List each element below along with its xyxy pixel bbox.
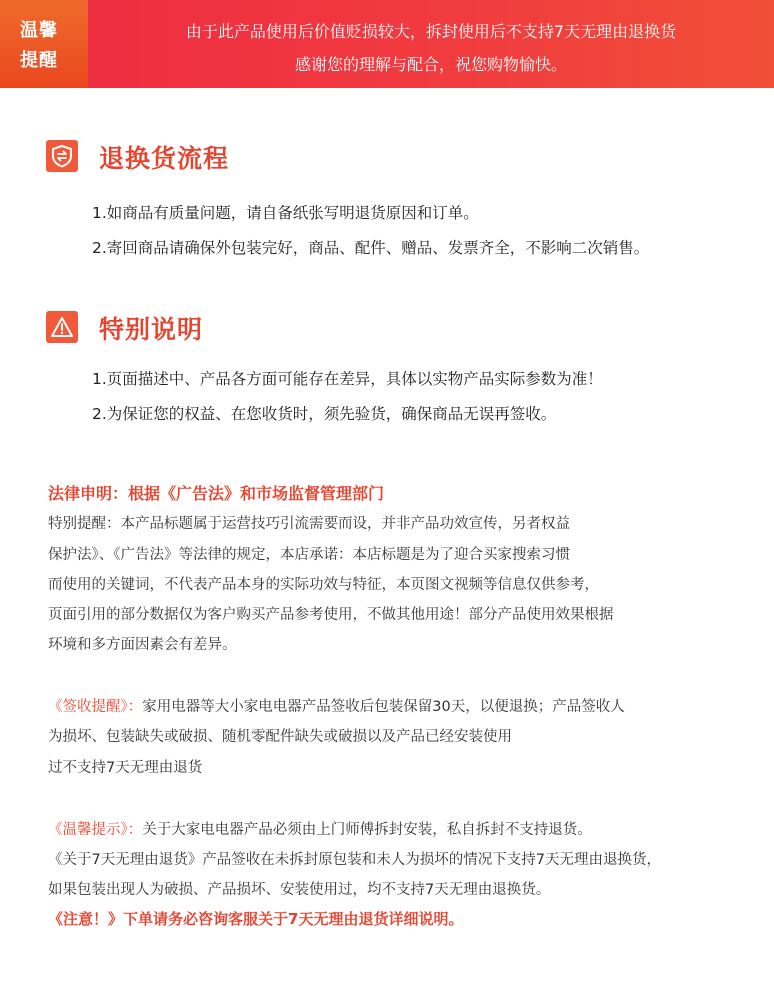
return-item-2: 2.寄回商品请确保外包装完好，商品、配件、赠品、发票齐全，不影响二次销售。 xyxy=(92,239,650,257)
warning-triangle-icon xyxy=(46,311,78,343)
warm-tip-label: 《温馨提示》： xyxy=(48,822,143,838)
legal-heading: 法律申明：根据《广告法》和市场监督管理部门 xyxy=(48,484,385,503)
legal-line-5: 环境和多方面因素会有差异。 xyxy=(48,637,237,653)
legal-line-2: 保护法》、《广告法》等法律的规定，本店承诺：本店标题是为了迎合买家搜索习惯 xyxy=(48,547,570,563)
legal-line-4: 页面引用的部分数据仅为客户购买产品参考使用，不做其他用途！部分产品使用效果根据 xyxy=(48,607,614,623)
badge-line-1: 温馨 xyxy=(20,20,58,41)
sign-notice-label: 《签收提醒》： xyxy=(48,699,143,715)
sign-notice-text-1: 家用电器等大小家电电器产品签收后包装保留30天，以便退换；产品签收人 xyxy=(142,699,625,715)
special-item-2: 2.为保证您的权益、在您收货时，须先验货，确保商品无误再签收。 xyxy=(92,405,557,423)
legal-line-1: 特别提醒：本产品标题属于运营技巧引流需要而设，并非产品功效宣传，另者权益 xyxy=(48,516,570,532)
warm-tip-line-3: 如果包装出现人为破损、产品损坏、安装使用过，均不支持7天无理由退换货。 xyxy=(48,882,551,898)
warm-tip-text-1: 关于大家电电器产品必须由上门师傅拆封安装，私自拆封不支持退货。 xyxy=(142,822,592,838)
banner-line-1: 由于此产品使用后价值贬损较大，拆封使用后不支持7天无理由退换货 xyxy=(185,22,677,41)
attention-note: 《注意！》下单请务必咨询客服关于7天无理由退货详细说明。 xyxy=(48,910,464,928)
return-process-title: 退换货流程 xyxy=(99,144,230,173)
warm-tip-line-1 xyxy=(48,818,592,839)
return-shield-icon xyxy=(46,140,78,172)
badge-line-2: 提醒 xyxy=(20,50,58,71)
banner-line-2: 感谢您的理解与配合，祝您购物愉快。 xyxy=(294,55,567,74)
return-item-1: 1.如商品有质量问题，请自备纸张写明退货原因和订单。 xyxy=(92,204,479,222)
warm-tip-line-2: 《关于7天无理由退货》产品签收在未拆封原包装和未人为损坏的情况下支持7天无理由退换货， xyxy=(48,852,661,868)
legal-line-3: 而使用的关键词，不代表产品本身的实际功效与特征，本页图文视频等信息仅供参考， xyxy=(48,577,599,593)
sign-notice-line-3: 过不支持7天无理由退货 xyxy=(48,760,203,776)
special-notes-title: 特别说明 xyxy=(99,315,204,344)
special-item-1: 1.页面描述中、产品各方面可能存在差异，具体以实物产品实际参数为准！ xyxy=(92,370,603,388)
top-notice-banner xyxy=(0,0,774,88)
warm-reminder-badge xyxy=(0,0,88,88)
sign-notice-line-1 xyxy=(48,695,625,716)
sign-notice-line-2: 为损坏、包装缺失或破损、随机零配件缺失或破损以及产品已经安装使用 xyxy=(48,729,512,745)
